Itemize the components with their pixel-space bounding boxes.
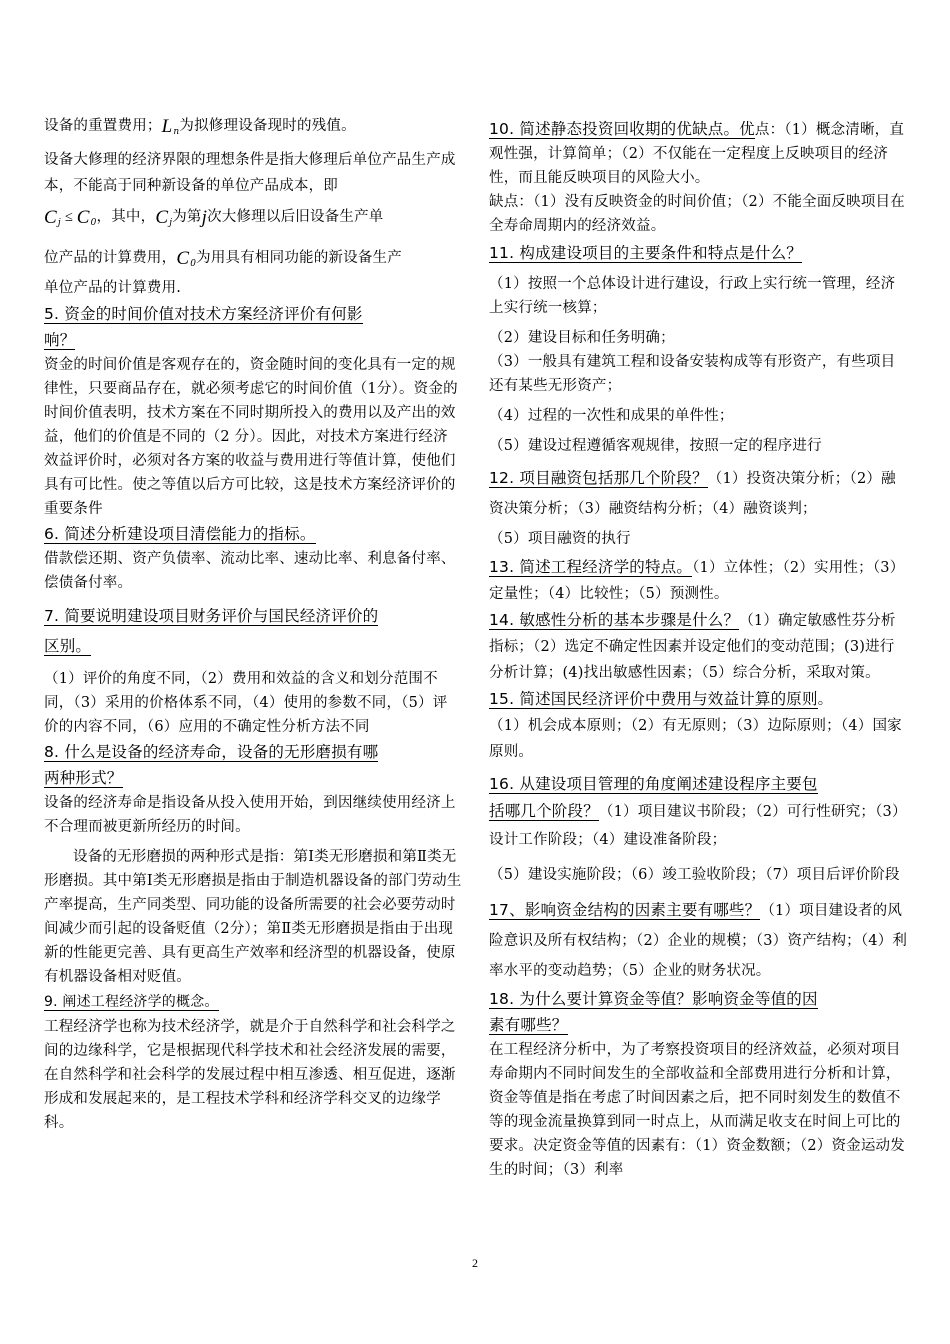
q16-answer: （1）项目建议书阶段；（2）可行性研究；（3）设计工作阶段；（4）建设准备阶段； <box>489 804 907 848</box>
unit-cost-last-line: 单位产品的计算费用. <box>44 280 182 296</box>
q14-answer: （1）确定敏感性芬分析指标；（2）选定不确定性因素并设定他们的变动范围；(3)进行分析计算；(4)找出敏感性因素；（5）综合分析，采取对策。 <box>489 613 896 681</box>
q8-answer-lifetime: 设备的经济寿命是指设备从投入使用开始，到因继续使用经济上不合理而被更新所经历的时间。 <box>44 795 456 835</box>
q16-title-line2: 括哪几个阶段？ <box>489 802 599 820</box>
q5-title: 5. 资金的时间价值对技术方案经济评价有何影 响？ <box>44 305 363 349</box>
right-column <box>489 116 909 1182</box>
q12-answer-last: （5）项目融资的执行 <box>489 531 631 547</box>
q13-block <box>489 554 909 607</box>
q14-title: 14. 敏感性分析的基本步骤是什么？ <box>489 611 740 629</box>
q7-title: 7. 简要说明建设项目财务评价与国民经济评价的 区别。 <box>44 607 379 655</box>
q16-block <box>489 771 909 854</box>
q12-answer: （1）投资决策分析；（2）融资决策分析；（3）融资结构分析；（4）融资谈判； <box>489 471 896 517</box>
repair-limit-paragraph: 设备大修理的经济界限的理想条件是指大修理后单位产品生产成本，不能高于同种新设备的单位产品成本，即 <box>44 152 456 194</box>
q11-item-1: （1）按照一个总体设计进行建设，行政上实行统一管理，经济上实行统一核算； <box>489 276 896 316</box>
q15-title: 15. 简述国民经济评价中费用与效益计算的原则 <box>489 690 818 708</box>
q12-title: 12. 项目融资包括那几个阶段？ <box>489 469 708 487</box>
q9-title: 9. 阐述工程经济学的概念。 <box>44 994 219 1010</box>
q9-answer: 工程经济学也称为技术经济学，就是介于自然科学和社会科学之间的边缘科学，它是根据现代科学技术和社会经济发展的需要，在自然科学和社会科学的发展过程中相互渗透、相互促进，逐渐形成和发展起来的，是工程技术学科和经济学科交叉的边缘学科。 <box>44 1019 456 1131</box>
q5-answer: 资金的时间价值是客观存在的，资金随时间的变化具有一定的规律性，只要商品存在，就必须考虑它的时间价值（1分）。资金的时间价值表明，技术方案在不同时期所投入的费用以及产出的效益，他们的价值是不同的（2 分）。因此，对技术方案进行经济效益评价时，必须对各方案的收益与费用进行等值计算，使他们具有可比性。使之等值以后方可比较，这是技术方案经济评价的重要条件 <box>44 357 458 517</box>
q17-title: 17、影响资金结构的因素主要有哪些？ <box>489 901 761 919</box>
q6-answer: 借款偿还期、资产负债率、流动比率、速动比率、利息备付率、偿债备付率。 <box>44 551 456 591</box>
q6-title: 6. 简述分析建设项目清偿能力的指标。 <box>44 525 316 543</box>
q17-block <box>489 896 909 986</box>
q16-answer-cont: （5）建设实施阶段；（6）竣工验收阶段；（7）项目后评价阶段 <box>489 867 900 883</box>
unit-cost-line: 位产品的计算费用，$C_0$为用具有相同功能的新设备生产 <box>44 248 402 269</box>
q16-title-line1: 16. 从建设项目管理的角度阐述建设程序主要包 <box>489 775 818 793</box>
q18-answer: 在工程经济分析中，为了考察投资项目的经济效益，必须对项目寿命期内不同时间发生的全部收益和全部费用进行分析和计算，资金等值是指在考虑了时间因素之后，把不同时刻发生的数值不等的现金流量换算到同一时点上，从而满足收支在时间上可比的要求。决定资金等值的因素有：（1）资金数额；（2）资金运动发生的时间；（3）利率 <box>489 1042 905 1178</box>
q17-answer: （1）项目建设者的风险意识及所有权结构；（2）企业的规模；（3）资产结构；（4）利率水平的变动趋势；（5）企业的财务状况。 <box>489 903 908 979</box>
q12-block <box>489 464 909 524</box>
q13-answer: （1）立体性；（2）实用性；（3）定量性；（4）比较性；（5）预测性。 <box>489 560 905 602</box>
left-column <box>44 112 462 1135</box>
q18-title: 18. 为什么要计算资金等值？影响资金等值的因 素有哪些？ <box>489 990 818 1034</box>
q11-item-2: （2）建设目标和任务明确； <box>489 330 675 346</box>
q11-title: 11. 构成建设项目的主要条件和特点是什么？ <box>489 244 802 262</box>
q10-title: 10. 简述静态投资回收期的优缺点。优 <box>489 120 755 138</box>
q10-answer: 点：（1）概念清晰，直观性强，计算简单；（2）不仅能在一定程度上反映项目的经济性，而且能反映项目的风险大小。 <box>489 122 905 186</box>
q11-item-5: （5）建设过程遵循客观规律，按照一定的程序进行 <box>489 438 822 454</box>
q11-item-4: （4）过程的一次性和成果的单件性； <box>489 408 734 424</box>
page-number: 2 <box>472 1256 478 1270</box>
formula-line: $C_j \le C_0$，其中，$C_j$为第j次大修理以后旧设备生产单 <box>44 207 384 228</box>
q15-answer: （1）机会成本原则；（2）有无原则；（3）边际原则；（4）国家原则。 <box>489 718 902 760</box>
q14-block <box>489 607 909 686</box>
q8-title: 8. 什么是设备的经济寿命，设备的无形磨损有哪 两种形式？ <box>44 743 379 787</box>
q13-title: 13. 简述工程经济学的特点。 <box>489 558 693 576</box>
q8-answer-wear: 设备的无形磨损的两种形式是指：第Ⅰ类无形磨损和第Ⅱ类无形磨损。其中第Ⅰ类无形磨损是指由于制造机器设备的部门劳动生产率提高，生产同类型、同功能的设备所需要的社会必要劳动时间减少而引起的设备贬值（2分）；第Ⅱ类无形磨损是指由于出现新的性能更完善、具有更高生产效率和经济型的机器设备，使原有机器设备相对贬值。 <box>44 849 462 985</box>
repair-cost-line: 设备的重置费用；$L_n$为拟修理设备现时的残值。 <box>44 116 356 137</box>
q15-block: 15. 简述国民经济评价中费用与效益计算的原则。 （1）机会成本原则；（2）有无原则；（3）边际原则；（4）国家原则。 <box>489 690 902 760</box>
q10-answer-cons: 缺点：（1）没有反映资金的时间价值；（2）不能全面反映项目在全寿命周期内的经济效益。 <box>489 194 905 234</box>
q11-item-3: （3）一般具有建筑工程和设备安装构成等有形资产，有些项目还有某些无形资产； <box>489 354 896 394</box>
q7-answer: （1）评价的角度不同，（2）费用和效益的含义和划分范围不同，（3）采用的价格体系不同，（4）使用的参数不同，（5）评价的内容不同，（6）应用的不确定性分析方法不同 <box>44 671 448 735</box>
q10-block <box>489 116 909 190</box>
